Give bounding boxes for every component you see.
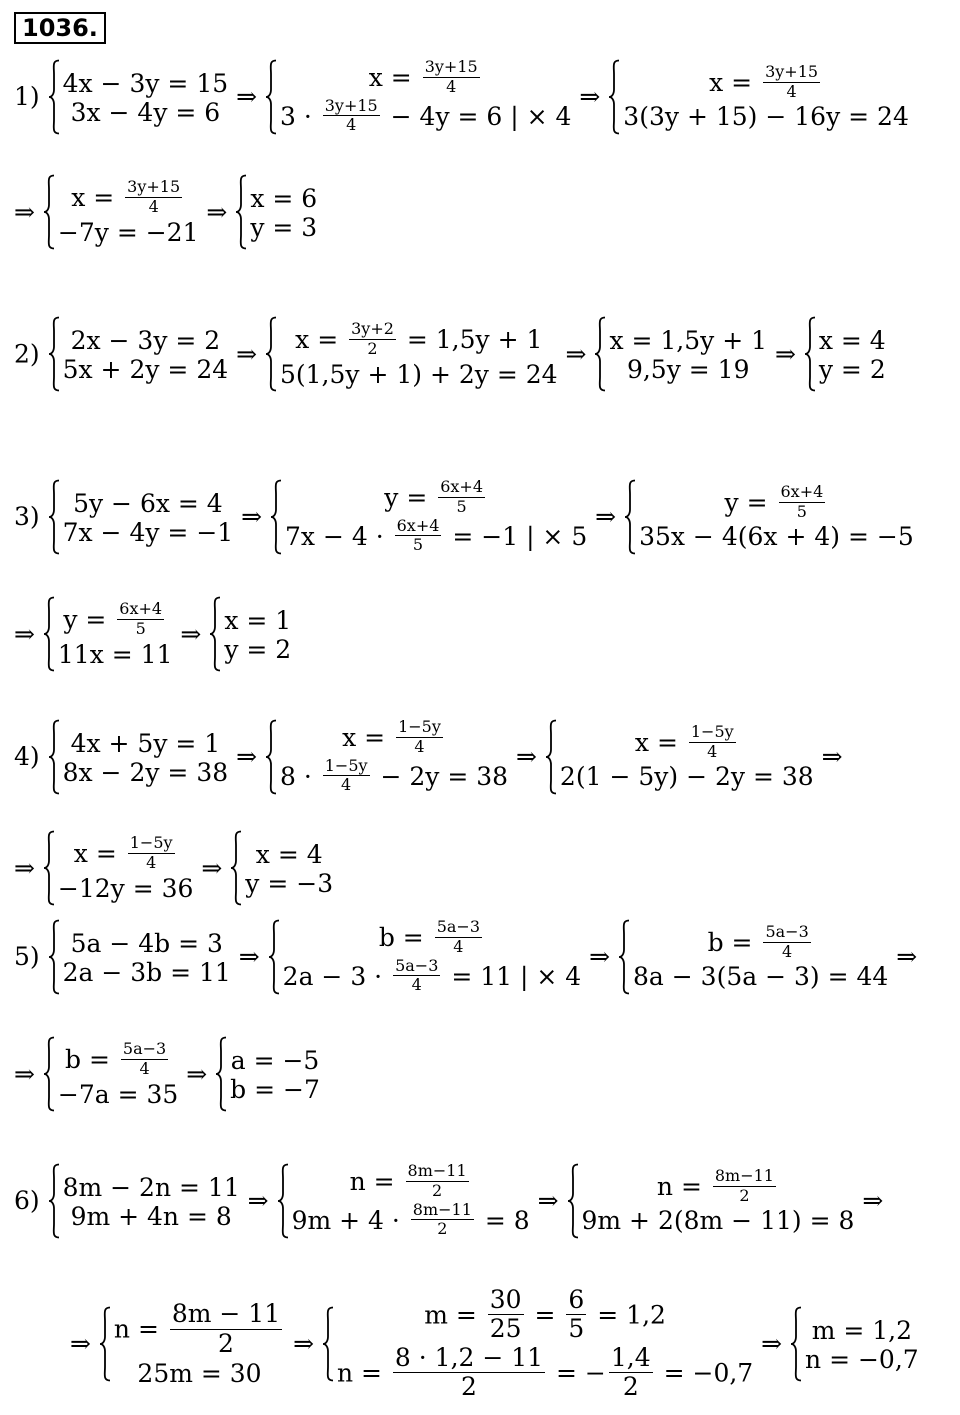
small-fraction: $\frac{1-5y}{4}$ xyxy=(129,833,173,872)
problem-number: 1036. xyxy=(14,12,106,44)
system-brace-icon xyxy=(277,1163,289,1239)
small-fraction: $\frac{3y+15}{4}$ xyxy=(765,61,819,101)
equation-system xyxy=(618,919,888,995)
system-row: 9m + 4 · $\frac{8m-11}{2}$ = 8 xyxy=(291,1199,530,1239)
system-row: 3x − 4y = 6 xyxy=(70,97,221,127)
system-row: 8x − 2y = 38 xyxy=(62,757,229,787)
small-fraction: $\frac{8m-11}{2}$ xyxy=(714,1165,774,1205)
small-fraction: $\frac{1-5y}{4}$ xyxy=(690,721,734,761)
system-row: n = $\frac{8 \cdot 1,2 - 11}{2}$ = − $\frac{1,4}{2}$ = −0,7 xyxy=(336,1342,754,1401)
system-brace-icon xyxy=(790,1306,802,1382)
system-brace-icon xyxy=(48,479,60,555)
system-row: 4x − 3y = 15 xyxy=(62,68,229,98)
system-row: x = $\frac{1-5y}{4}$ xyxy=(634,721,734,761)
small-fraction: $\frac{3y+15}{4}$ xyxy=(424,57,478,96)
system-row: 9m + 4n = 8 xyxy=(70,1201,232,1231)
system-brace-icon xyxy=(270,479,282,555)
equation-system xyxy=(99,1300,285,1387)
fraction: $\frac{8 \cdot 1,2 - 11}{2}$ xyxy=(394,1342,544,1401)
equation-system xyxy=(209,596,291,672)
equation-system xyxy=(230,830,333,906)
system-row: n = $\frac{8m-11}{2}$ xyxy=(349,1161,467,1200)
equation-system xyxy=(48,479,234,555)
system-row: 5a − 4b = 3 xyxy=(70,928,223,958)
system-row: n = $\frac{8m - 11}{2}$ xyxy=(113,1299,281,1358)
system-row: x = $\frac{3y+15}{4}$ xyxy=(709,61,819,101)
system-brace-icon xyxy=(230,830,242,906)
equation-system xyxy=(43,174,199,250)
solution-line: 2) 2x − 3y = 2 5x + 2y = 24 ⇒ x = $\frac{3y+2}{2}$ = 1,5y + 1 5(1,5y + 1) + 2y = 24 ⇒ x = 1,5y + 1 9,5y = 19 ⇒ x = 4 y = 2 xyxy=(14,316,886,392)
system-row: 8a − 3(5a − 3) = 44 xyxy=(633,962,889,992)
equation-system xyxy=(48,59,229,135)
system-row: 2x − 3y = 2 xyxy=(70,326,221,355)
equation-system xyxy=(215,1036,320,1112)
small-fraction: $\frac{5a-3}{4}$ xyxy=(436,917,480,956)
system-row: x = 6 xyxy=(250,184,318,213)
system-row: 3(3y + 15) − 16y = 24 xyxy=(623,102,909,132)
solution-line: 5) 5a − 4b = 3 2a − 3b = 11 ⇒ b = $\frac{5a-3}{4}$ 2a − 3 · $\frac{5a-3}{4}$ = 11 | × 4 ⇒ b = $\frac{5a-3}{4}$ 8a − 3(5a − 3) = 44 ⇒ xyxy=(14,917,918,995)
system-brace-icon xyxy=(43,830,55,906)
system-row: y = 2 xyxy=(224,635,292,664)
system-brace-icon xyxy=(268,919,280,995)
system-brace-icon xyxy=(43,596,55,672)
solution-line: 1) 4x − 3y = 15 3x − 4y = 6 ⇒ x = $\frac{3y+15}{4}$ 3 · $\frac{3y+15}{4}$ − 4y = 6 | × 4 ⇒ x = $\frac{3y+15}{4}$ 3(3y + 15) − 16y = 24 xyxy=(14,57,909,135)
system-brace-icon xyxy=(48,59,60,135)
small-fraction: $\frac{6x+4}{5}$ xyxy=(396,515,440,555)
system-brace-icon xyxy=(618,919,630,995)
system-row: b = $\frac{5a-3}{4}$ xyxy=(378,917,480,956)
system-row: 2a − 3b = 11 xyxy=(62,957,231,987)
system-brace-icon xyxy=(99,1306,111,1382)
equation-system xyxy=(804,316,886,392)
equation-system xyxy=(277,1162,530,1239)
fraction: $\frac{30}{25}$ xyxy=(489,1285,522,1344)
small-fraction: $\frac{8m-11}{2}$ xyxy=(412,1199,472,1239)
system-row: −7a = 35 xyxy=(57,1079,179,1109)
system-brace-icon xyxy=(265,59,277,135)
equation-system xyxy=(265,58,571,135)
equation-system xyxy=(48,919,231,995)
system-row: y = −3 xyxy=(245,869,334,898)
solution-line: ⇒ x = $\frac{3y+15}{4}$ −7y = −21 ⇒ x = 6 y = 3 xyxy=(14,174,317,250)
small-fraction: $\frac{5a-3}{4}$ xyxy=(395,955,439,995)
system-row: 2a − 3 · $\frac{5a-3}{4}$ = 11 | × 4 xyxy=(282,955,582,995)
solution-line: ⇒ b = $\frac{5a-3}{4}$ −7a = 35 ⇒ a = −5 b = −7 xyxy=(14,1036,320,1112)
small-fraction: $\frac{6x+4}{5}$ xyxy=(780,481,824,521)
system-row: m = $\frac{30}{25}$ = $\frac{6}{5}$ = 1,2 xyxy=(424,1285,666,1344)
system-row: b = $\frac{5a-3}{4}$ xyxy=(65,1039,167,1078)
equation-system xyxy=(265,718,508,795)
system-brace-icon xyxy=(322,1306,334,1382)
fraction: $\frac{8m - 11}{2}$ xyxy=(171,1299,281,1358)
system-brace-icon xyxy=(48,1163,60,1239)
solution-line: 6) 8m − 2n = 11 9m + 4n = 8 ⇒ n = $\frac{8m-11}{2}$ 9m + 4 · $\frac{8m-11}{2}$ = 8 ⇒ n = $\frac{8m-11}{2}$ 9m + 2(8m − 11) = 8 ⇒ xyxy=(14,1161,884,1239)
small-fraction: $\frac{6x+4}{5}$ xyxy=(440,477,484,516)
equation-system xyxy=(545,719,814,795)
solution-line: ⇒ y = $\frac{6x+4}{5}$ 11x = 11 ⇒ x = 1 y = 2 xyxy=(14,596,291,672)
system-brace-icon xyxy=(567,1163,579,1239)
equation-system xyxy=(608,59,909,135)
system-row: x = $\frac{3y+15}{4}$ xyxy=(368,57,478,96)
system-row: x = 1 xyxy=(224,606,292,635)
equation-system xyxy=(235,174,317,250)
solution-line: ⇒ n = $\frac{8m - 11}{2}$ 25m = 30 ⇒ m = $\frac{30}{25}$ = $\frac{6}{5}$ = 1,2 n = $\frac{8 \cdot 1,2 - 11}{2}$ = − $\frac{1,4}{2}$ = −0,7 ⇒ m = 1,2 n = −0,7 xyxy=(70,1285,919,1401)
system-brace-icon xyxy=(235,174,247,250)
equation-system xyxy=(790,1306,919,1382)
system-row: 2(1 − 5y) − 2y = 38 xyxy=(559,762,814,792)
equation-system xyxy=(624,479,914,555)
system-row: 7x − 4 · $\frac{6x+4}{5}$ = −1 | × 5 xyxy=(285,515,588,555)
small-fraction: $\frac{1-5y}{4}$ xyxy=(398,717,441,756)
small-fraction: $\frac{8m-11}{2}$ xyxy=(407,1161,467,1200)
system-row: y = $\frac{6x+4}{5}$ xyxy=(63,599,163,638)
equation-system xyxy=(265,316,558,392)
equation-system xyxy=(43,830,194,906)
equation-system xyxy=(268,918,582,995)
system-brace-icon xyxy=(48,719,60,795)
system-row: x = $\frac{1-5y}{4}$ xyxy=(342,717,441,756)
system-brace-icon xyxy=(804,316,816,392)
system-row: x = $\frac{1-5y}{4}$ xyxy=(73,833,173,872)
system-brace-icon xyxy=(265,719,277,795)
system-row: 35x − 4(6x + 4) = −5 xyxy=(639,522,914,552)
system-row: 4x + 5y = 1 xyxy=(70,728,221,758)
small-fraction: $\frac{6x+4}{5}$ xyxy=(119,599,163,638)
system-row: x = 4 xyxy=(818,326,886,355)
system-row: n = −0,7 xyxy=(805,1344,919,1374)
system-row: 9,5y = 19 xyxy=(626,355,750,384)
small-fraction: $\frac{3y+15}{4}$ xyxy=(127,177,181,216)
solution-line: 4) 4x + 5y = 1 8x − 2y = 38 ⇒ x = $\frac{1-5y}{4}$ 8 · $\frac{1-5y}{4}$ − 2y = 38 ⇒ x = $\frac{1-5y}{4}$ 2(1 − 5y) − 2y = 38 ⇒ xyxy=(14,717,843,795)
system-row: y = 3 xyxy=(250,213,318,242)
small-fraction: $\frac{3y+2}{2}$ xyxy=(351,319,394,358)
system-row: y = $\frac{6x+4}{5}$ xyxy=(724,481,824,521)
equation-system xyxy=(43,596,173,672)
system-row: y = $\frac{6x+4}{5}$ xyxy=(384,477,484,516)
system-row: 8 · $\frac{1-5y}{4}$ − 2y = 38 xyxy=(279,755,509,795)
system-row: 5y − 6x = 4 xyxy=(73,488,223,518)
equation-system xyxy=(48,719,229,795)
solution-line: 3) 5y − 6x = 4 7x − 4y = −1 ⇒ y = $\frac{6x+4}{5}$ 7x − 4 · $\frac{6x+4}{5}$ = −1 | × 5 ⇒ y = $\frac{6x+4}{5}$ 35x − 4(6x + 4) = −5 xyxy=(14,477,914,555)
system-brace-icon xyxy=(545,719,557,795)
system-row: x = $\frac{3y+15}{4}$ xyxy=(71,177,181,216)
system-row: 9m + 2(8m − 11) = 8 xyxy=(581,1206,855,1236)
small-fraction: $\frac{3y+15}{4}$ xyxy=(324,95,378,135)
small-fraction: $\frac{5a-3}{4}$ xyxy=(765,921,809,961)
equation-system xyxy=(567,1163,855,1239)
system-row: b = $\frac{5a-3}{4}$ xyxy=(707,921,809,961)
system-row: 11x = 11 xyxy=(57,639,173,669)
equation-system xyxy=(48,1163,240,1239)
system-row: x = $\frac{3y+2}{2}$ = 1,5y + 1 xyxy=(295,319,543,358)
system-row: n = $\frac{8m-11}{2}$ xyxy=(656,1165,774,1205)
equation-system xyxy=(322,1286,753,1401)
small-fraction: $\frac{5a-3}{4}$ xyxy=(122,1039,167,1078)
system-brace-icon xyxy=(43,174,55,250)
system-row: −7y = −21 xyxy=(57,217,199,247)
system-row: 7x − 4y = −1 xyxy=(62,517,234,547)
fraction: $\frac{1,4}{2}$ xyxy=(610,1342,651,1401)
system-brace-icon xyxy=(43,1036,55,1112)
system-brace-icon xyxy=(265,316,277,392)
small-fraction: $\frac{1-5y}{4}$ xyxy=(324,755,368,795)
system-row: x = 1,5y + 1 xyxy=(609,326,768,355)
system-brace-icon xyxy=(624,479,636,555)
system-row: a = −5 xyxy=(230,1046,320,1075)
system-row: x = 4 xyxy=(255,840,323,869)
system-row: 8m − 2n = 11 xyxy=(62,1172,240,1202)
equation-system xyxy=(43,1036,178,1112)
solution-line: ⇒ x = $\frac{1-5y}{4}$ −12y = 36 ⇒ x = 4 y = −3 xyxy=(14,830,333,906)
equation-system xyxy=(270,478,587,555)
system-brace-icon xyxy=(48,316,60,392)
system-row: y = 2 xyxy=(818,355,886,384)
system-row: 5x + 2y = 24 xyxy=(62,355,229,384)
system-brace-icon xyxy=(608,59,620,135)
system-row: m = 1,2 xyxy=(811,1315,913,1345)
fraction: $\frac{6}{5}$ xyxy=(568,1285,585,1344)
system-row: −12y = 36 xyxy=(57,873,194,903)
system-brace-icon xyxy=(215,1036,227,1112)
system-row: 25m = 30 xyxy=(137,1358,262,1388)
system-brace-icon xyxy=(48,919,60,995)
system-row: 5(1,5y + 1) + 2y = 24 xyxy=(279,359,558,389)
system-brace-icon xyxy=(209,596,221,672)
equation-system xyxy=(48,316,229,392)
system-row: b = −7 xyxy=(230,1075,320,1104)
equation-system xyxy=(594,316,767,392)
system-brace-icon xyxy=(594,316,606,392)
system-row: 3 · $\frac{3y+15}{4}$ − 4y = 6 | × 4 xyxy=(279,95,572,135)
